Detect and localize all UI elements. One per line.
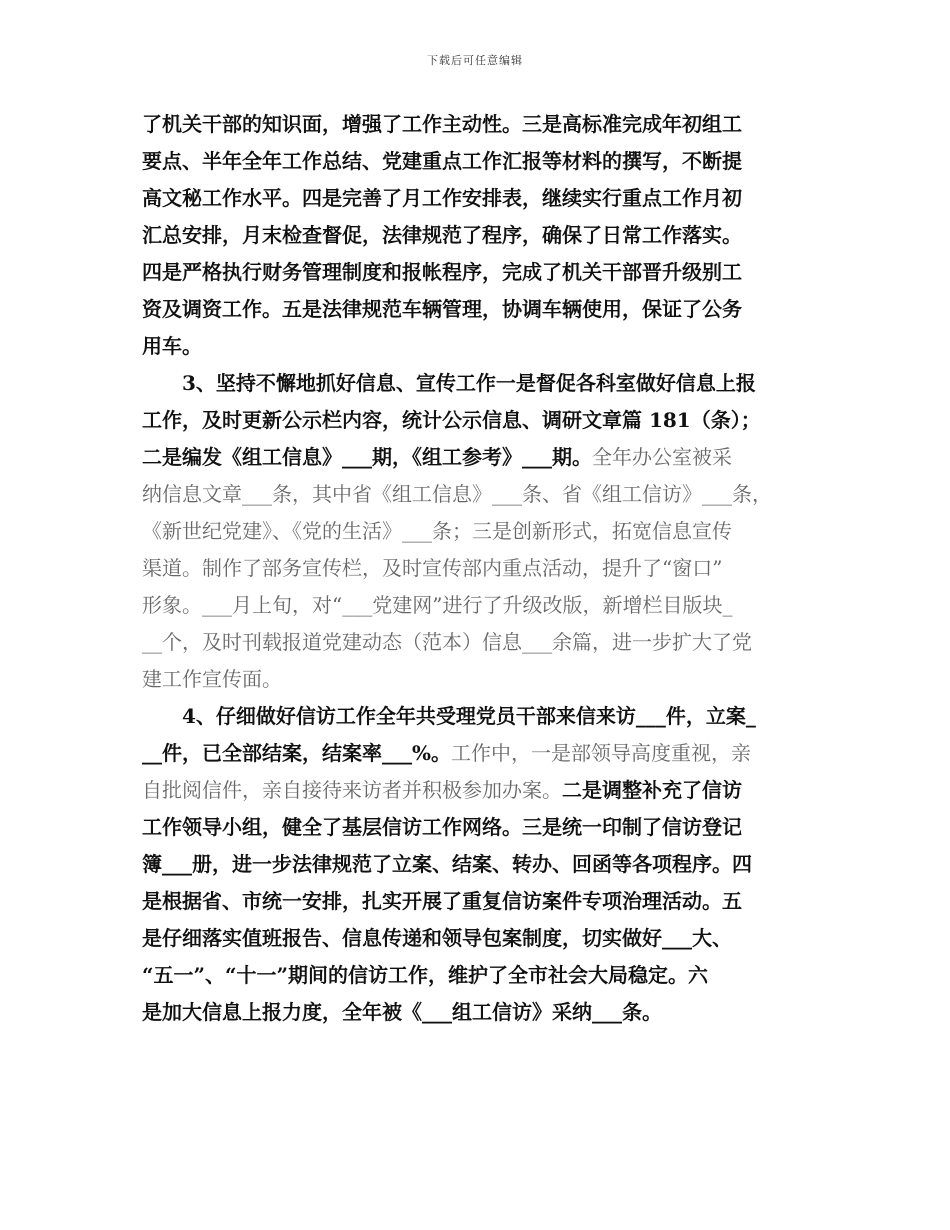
bold-text-segment: 3、坚持不懈地抓好信息、宣传工作一是督促各科室做好信息上报 [182,371,756,395]
page-header: 下载后可任意编辑 [427,54,523,67]
bold-text-segment: 二是调整补充了信访 [562,778,742,802]
bold-text-segment: “五一”、“十一”期间的信访工作，维护了全市社会大局稳定。六 [142,963,709,987]
regular-text-segment: 渠道。制作了部务宣传栏，及时宣传部内重点活动，提升了“窗口” [142,556,723,580]
text-line [142,291,812,328]
bold-text-segment: 四是严格执行财务管理制度和报帐程序，完成了机关干部晋升级别工 [142,260,742,284]
bold-text-segment: 资及调资工作。五是法律规范车辆管理，协调车辆使用，保证了公务 [142,297,742,321]
regular-text-segment: 自批阅信件，亲自接待来访者并积极参加办案。 [142,778,562,802]
text-line [142,217,812,254]
text-line [142,328,812,365]
bold-text-segment: 要点、半年全年工作总结、党建重点工作汇报等材料的撰写，不断提 [142,149,742,173]
text-line [142,254,812,291]
bold-text-segment: 了机关干部的知识面，增强了工作主动性。三是高标准完成年初组工 [142,112,742,136]
regular-text-segment: 形象。___月上旬，对“___党建网”进行了升级改版，新增栏目版块_ [142,593,733,617]
bold-text-segment: 汇总安排，月末检查督促，法律规范了程序，确保了日常工作落实。 [142,223,742,247]
regular-text-segment: 工作中，一是部领导高度重视，亲 [451,741,752,765]
text-line [142,513,812,550]
text-line [142,698,812,735]
text-line [142,476,812,513]
text-line [142,143,812,180]
bold-text-segment: 4、仔细做好信访工作全年共受理党员干部来信来访___件，立案_ [182,704,756,728]
text-line [142,180,812,217]
text-line [142,994,812,1031]
text-line [142,439,812,476]
regular-text-segment: 建工作宣传面。 [142,667,282,691]
text-line [142,661,812,698]
regular-text-segment: 全年办公室被采 [592,445,732,469]
text-line [142,920,812,957]
regular-text-segment: 纳信息文章___条，其中省《组工信息》___条、省《组工信访》___条， [142,482,772,506]
bold-text-segment: 是加大信息上报力度，全年被《___组工信访》采纳___条。 [142,1000,662,1024]
text-line [142,106,812,143]
text-line [142,846,812,883]
text-line [142,883,812,920]
bold-text-segment: 二是编发《组工信息》___期，《组工参考》___期。 [142,445,592,469]
text-line [142,957,812,994]
bold-text-segment: 簿___册，进一步法律规范了立案、结案、转办、回函等各项程序。四 [142,852,752,876]
bold-text-segment: 工作领导小组，健全了基层信访工作网络。三是统一印制了信访登记 [142,815,742,839]
text-line [142,402,812,439]
text-line [142,365,812,402]
bold-text-segment: 工作，及时更新公示栏内容，统计公示信息、调研文章篇 181（条）； [142,408,761,432]
text-line [142,550,812,587]
text-line [142,624,812,661]
regular-text-segment: __个，及时刊载报道党建动态（范本）信息___余篇，进一步扩大了党 [142,630,752,654]
bold-text-segment: 是根据省、市统一安排，扎实开展了重复信访案件专项治理活动。五 [142,889,742,913]
text-line [142,809,812,846]
document-body [142,106,812,1031]
bold-text-segment: __件，已全部结案，结案率___%。 [142,741,452,765]
regular-text-segment: 《新世纪党建》、《党的生活》___条；三是创新形式，拓宽信息宣传 [142,519,732,543]
bold-text-segment: 高文秘工作水平。四是完善了月工作安排表，继续实行重点工作月初 [142,186,742,210]
bold-text-segment: 用车。 [142,334,202,358]
text-line [142,735,812,772]
text-line [142,772,812,809]
text-line [142,587,812,624]
bold-text-segment: 是仔细落实值班报告、信息传递和领导包案制度，切实做好___大、 [142,926,732,950]
